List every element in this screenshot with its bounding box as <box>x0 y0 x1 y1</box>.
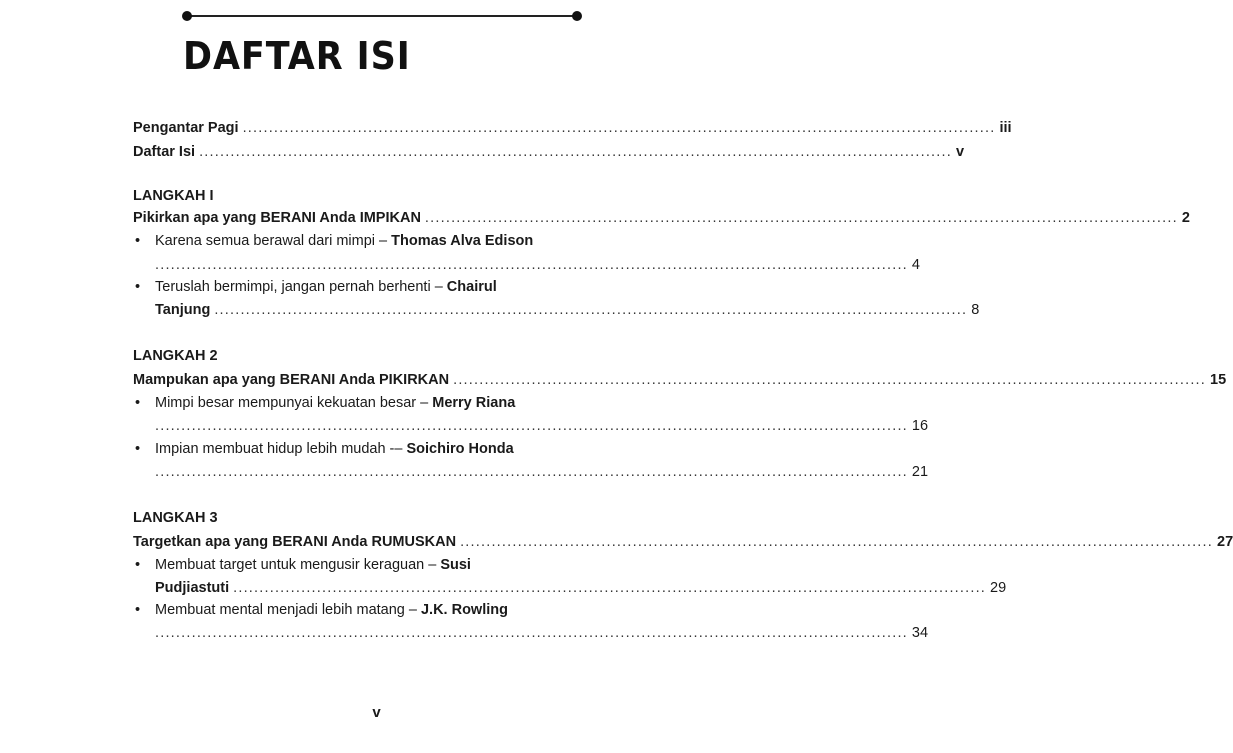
entry-author: J.K. Rowling <box>420 602 508 618</box>
toc-text <box>135 439 514 459</box>
entry-title: LANGKAH I <box>133 188 214 204</box>
entry-title: Teruslah bermimpi, jangan pernah berhenti – <box>155 279 447 295</box>
toc-cont <box>133 300 980 320</box>
toc-bullet <box>133 439 581 459</box>
toc-bullet <box>133 277 581 297</box>
entry-author: Chairul <box>446 279 497 295</box>
toc-entry <box>133 532 1233 552</box>
bullet-icon: • <box>135 279 141 295</box>
entry-title: Daftar Isi <box>133 144 196 160</box>
toc-entry <box>133 142 965 162</box>
entry-title: Mimpi besar mempunyai kekuatan besar – <box>155 395 433 411</box>
bullet-icon: • <box>135 441 141 457</box>
page-title: DAFTAR ISI <box>183 34 411 78</box>
toc-bullet <box>133 555 581 575</box>
toc-entry <box>133 370 1227 390</box>
entry-title: Karena semua berawal dari mimpi – <box>155 233 392 249</box>
entry-author: Susi <box>440 557 471 573</box>
entry-title: Pikirkan apa yang BERANI Anda IMPIKAN <box>133 210 421 226</box>
entry-title: Membuat mental menjadi lebih matang – <box>155 602 421 618</box>
toc-text <box>133 118 239 138</box>
page-ref: 4 <box>911 257 920 273</box>
page-ref: iii <box>999 120 1012 136</box>
entry-author: Tanjung <box>155 302 211 318</box>
dot-leader: ................................................................................................................................................ <box>453 372 1207 388</box>
entry-author: Merry Riana <box>432 395 516 411</box>
header-rule <box>186 15 578 17</box>
bullet-icon: • <box>135 557 141 573</box>
bullet-icon: • <box>135 602 141 618</box>
toc-heading <box>133 346 581 366</box>
dot-leader: ................................................................................................................................................ <box>199 144 952 160</box>
page-ref: 8 <box>971 302 980 318</box>
entry-title: Mampukan apa yang BERANI Anda PIKIRKAN <box>133 372 450 388</box>
entry-title: Impian membuat hidup lebih mudah -– <box>155 441 407 457</box>
bullet-icon: • <box>135 233 141 249</box>
toc-text <box>135 393 516 413</box>
page-ref: v <box>955 144 965 160</box>
page-ref: 2 <box>1181 210 1190 226</box>
toc-text <box>133 186 214 206</box>
dot-leader: ................................................................................................................................................ <box>155 418 908 434</box>
entry-author: Pudjiastuti <box>155 580 230 596</box>
entry-author: Thomas Alva Edison <box>391 233 534 249</box>
toc-text <box>133 346 218 366</box>
dot-leader: ................................................................................................................................................ <box>424 210 1178 226</box>
page-ref: 27 <box>1217 534 1233 550</box>
page-ref: 15 <box>1210 372 1227 388</box>
toc-text <box>135 277 497 297</box>
entry-title: LANGKAH 2 <box>133 348 218 364</box>
toc-text <box>135 555 471 575</box>
dot-leader: ................................................................................................................................................ <box>242 120 996 136</box>
rule-dot-left <box>182 11 192 21</box>
page-number: v <box>372 704 381 721</box>
toc-cont <box>133 623 929 643</box>
toc-heading <box>133 508 581 528</box>
page-ref: 21 <box>911 464 929 480</box>
dot-leader: ................................................................................................................................................ <box>155 625 908 641</box>
toc-text <box>155 578 229 598</box>
toc-entry <box>133 208 1190 228</box>
toc-entry <box>133 118 1012 138</box>
toc-bullet <box>133 600 581 620</box>
toc-text <box>155 300 210 320</box>
page-ref: 29 <box>990 580 1007 596</box>
rule-dot-right <box>572 11 582 21</box>
toc-text <box>133 370 449 390</box>
toc-text <box>133 142 195 162</box>
toc-cont <box>133 462 929 482</box>
bullet-icon: • <box>135 395 141 411</box>
entry-author: Soichiro Honda <box>406 441 514 457</box>
dot-leader: ................................................................................................................................................ <box>214 302 968 318</box>
entry-title: Targetkan apa yang BERANI Anda RUMUSKAN <box>133 534 457 550</box>
toc-text <box>135 231 534 251</box>
toc-cont <box>133 416 929 436</box>
toc-bullet <box>133 393 581 413</box>
dot-leader: ................................................................................................................................................ <box>233 580 987 596</box>
page-ref: 34 <box>911 625 929 641</box>
toc-text <box>133 532 456 552</box>
toc-text <box>133 208 421 228</box>
page-ref: 16 <box>911 418 929 434</box>
entry-title: Membuat target untuk mengusir keraguan – <box>155 557 441 573</box>
toc-text <box>135 600 508 620</box>
toc-cont <box>133 578 1007 598</box>
entry-title: LANGKAH 3 <box>133 510 218 526</box>
toc-cont <box>133 255 920 275</box>
dot-leader: ................................................................................................................................................ <box>460 534 1213 550</box>
dot-leader: ................................................................................................................................................ <box>155 257 908 273</box>
toc-text <box>133 508 218 528</box>
entry-title: Pengantar Pagi <box>133 120 239 136</box>
toc-bullet <box>133 231 581 251</box>
toc-heading <box>133 186 581 206</box>
dot-leader: ................................................................................................................................................ <box>155 464 908 480</box>
